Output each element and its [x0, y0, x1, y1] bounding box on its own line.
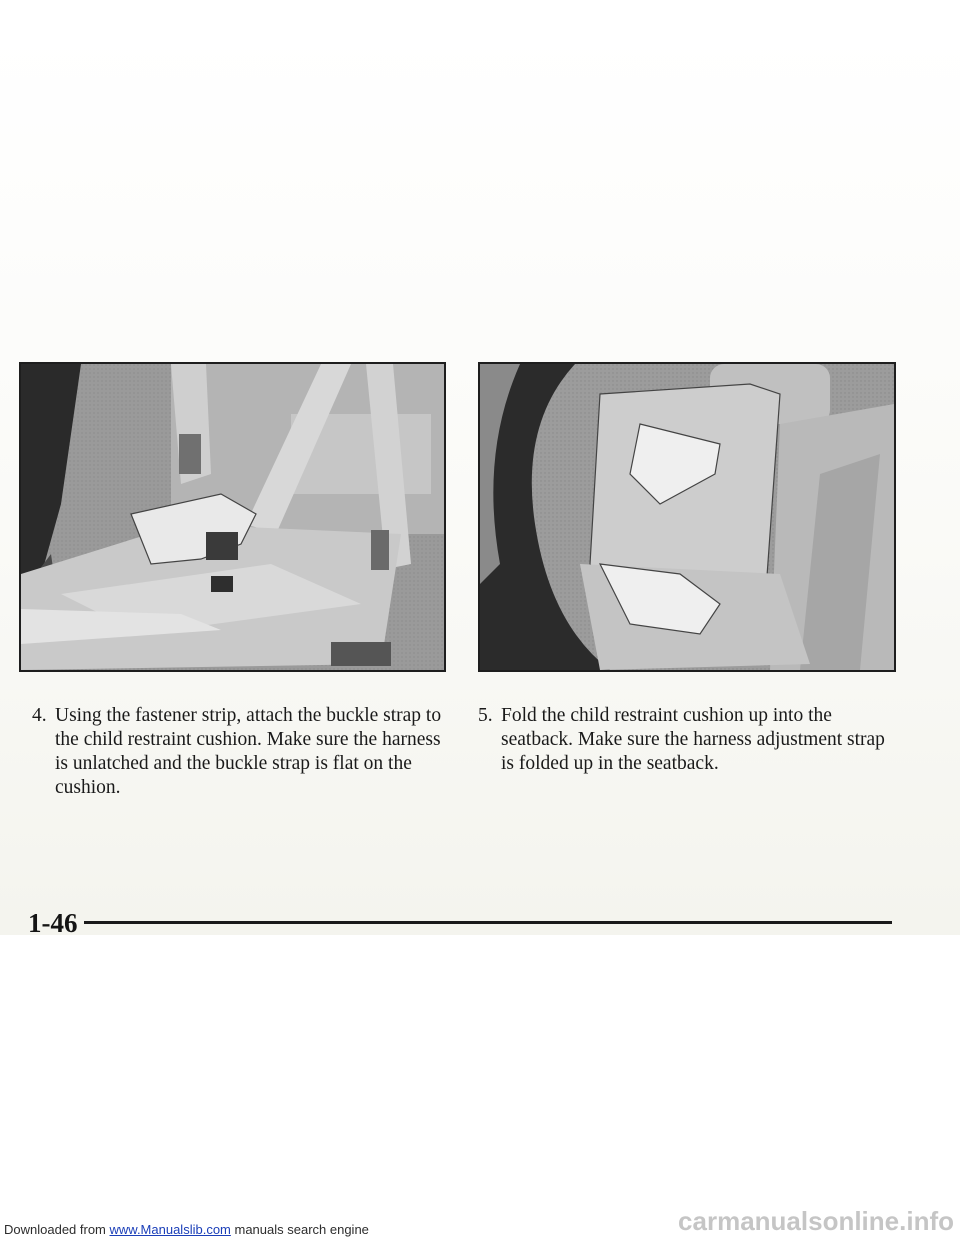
step-text: Fold the child restraint cushion up into the seatback. Make sure the harness adjustment strap is folded up in the seatback.	[501, 705, 885, 774]
footer-prefix: Downloaded from	[4, 1222, 110, 1237]
step-number: 5.	[478, 705, 493, 726]
scanned-sheet	[0, 30, 960, 938]
illustration-fastener-strip-drawing	[21, 364, 444, 670]
page-number: 1-46	[28, 908, 78, 938]
step-text: Using the fastener strip, attach the buckle strap to the child restraint cushion. Make sure the harness is unlatched and the buckle strap is flat on the cushion.	[55, 705, 442, 798]
watermark: carmanualsonline.info	[678, 1206, 954, 1236]
step-4	[32, 704, 452, 800]
illustration-fold-cushion-drawing	[480, 364, 894, 670]
step-5	[478, 704, 898, 776]
illustration-fold-cushion	[478, 362, 896, 672]
manualslib-link[interactable]: www.Manualslib.com	[109, 1222, 231, 1237]
page-rule	[84, 921, 892, 924]
download-footer	[4, 1222, 369, 1237]
footer-suffix: manuals search engine	[230, 1222, 369, 1237]
step-number: 4.	[32, 705, 47, 726]
illustration-fastener-strip	[19, 362, 446, 672]
